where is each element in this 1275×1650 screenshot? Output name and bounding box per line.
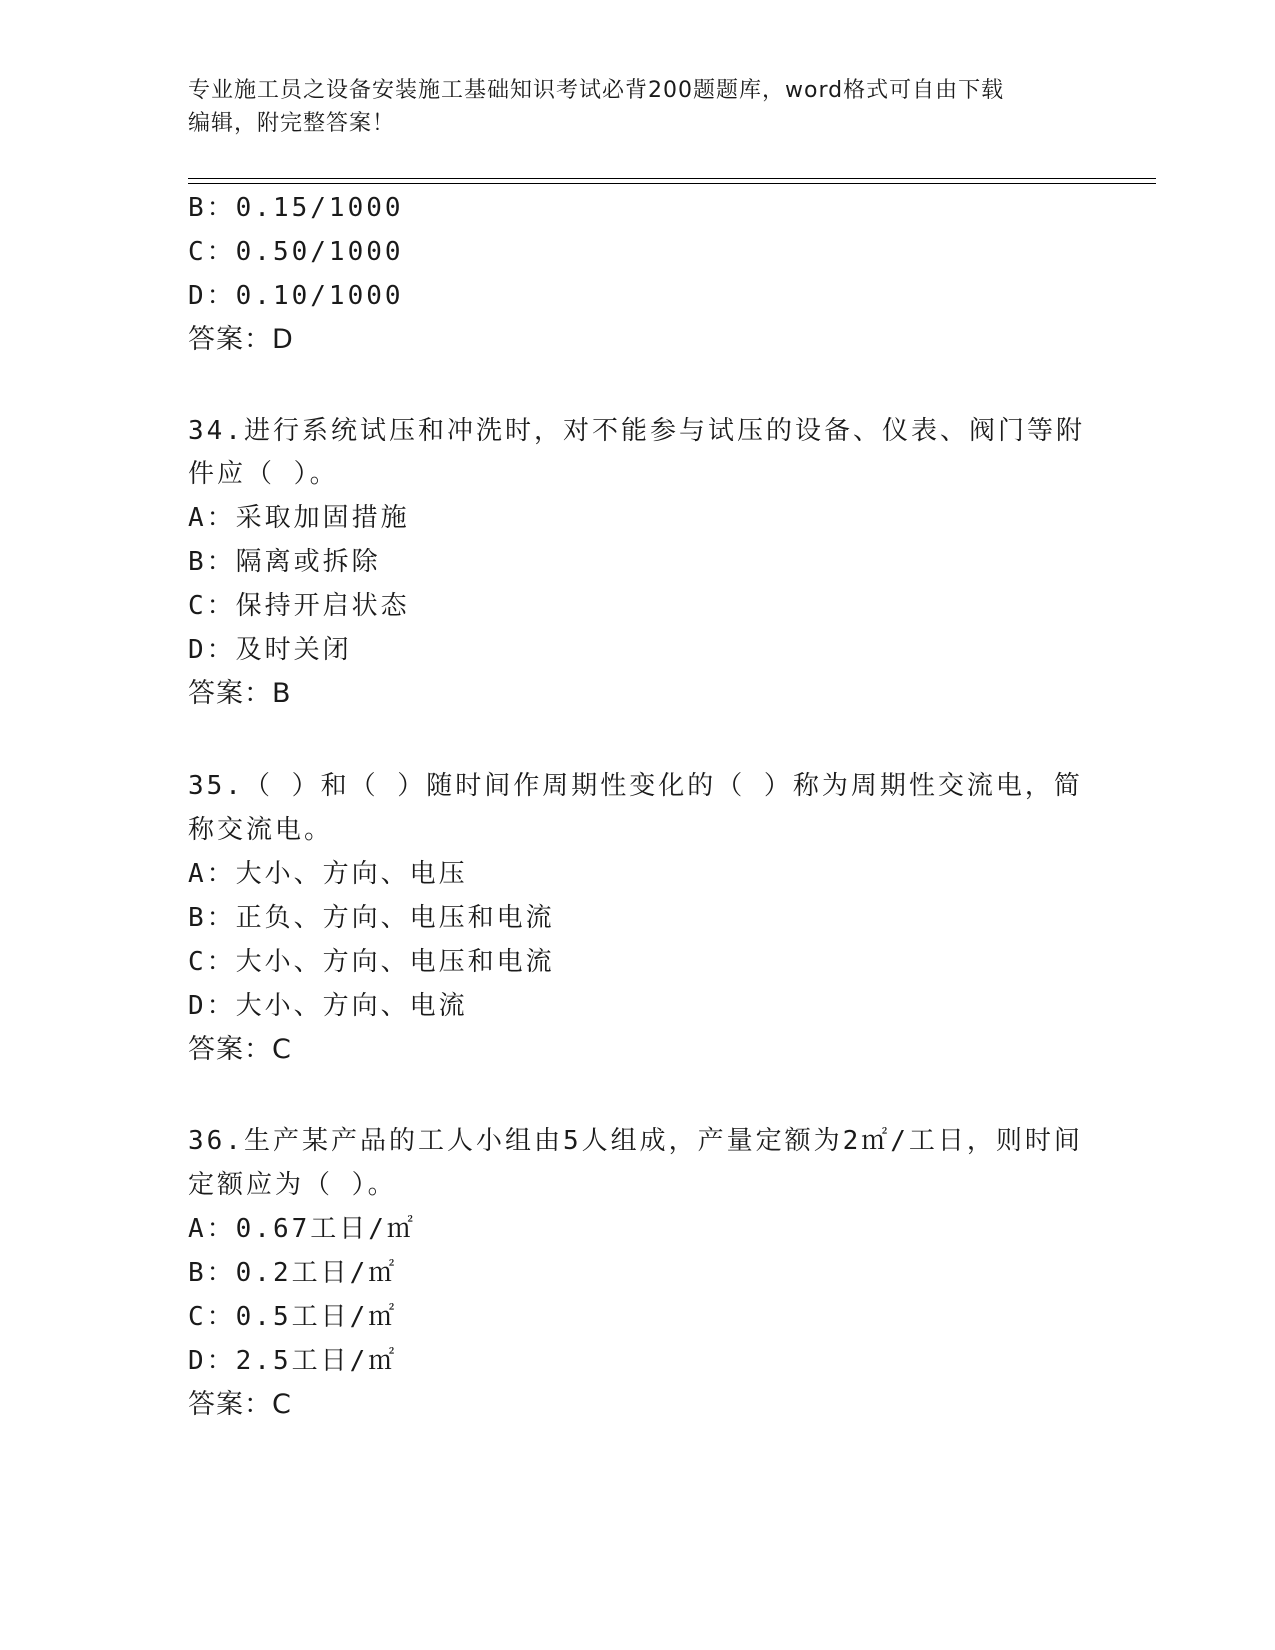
q34-stem-line-2: 件应（ ）。 bbox=[188, 459, 339, 489]
document-header bbox=[188, 74, 1088, 140]
q34-option-d: D：及时关闭 bbox=[188, 635, 352, 665]
q33-option-c: C：0.50/1000 bbox=[188, 237, 404, 267]
q33-option-d: D：0.10/1000 bbox=[188, 281, 404, 311]
q36-option-c: C：0.5工日/㎡ bbox=[188, 1302, 398, 1332]
q36-stem-line-1: 36.生产某产品的工人小组由5人组成，产量定额为2㎡/工日，则时间 bbox=[188, 1126, 1083, 1156]
q35-option-d: D：大小、方向、电流 bbox=[188, 991, 468, 1021]
q34-stem-line-1: 34.进行系统试压和冲洗时，对不能参与试压的设备、仪表、阀门等附 bbox=[188, 416, 1085, 446]
q35-option-b: B：正负、方向、电压和电流 bbox=[188, 903, 555, 933]
q34-option-b: B：隔离或拆除 bbox=[188, 547, 381, 577]
q33-option-b: B：0.15/1000 bbox=[188, 193, 404, 223]
q36-option-b: B：0.2工日/㎡ bbox=[188, 1258, 398, 1288]
header-divider-bottom bbox=[188, 183, 1156, 184]
q34-option-c: C：保持开启状态 bbox=[188, 591, 410, 621]
q35-option-a: A：大小、方向、电压 bbox=[188, 859, 468, 889]
q36-stem-line-2: 定额应为（ ）。 bbox=[188, 1170, 397, 1200]
q36-option-a: A：0.67工日/㎡ bbox=[188, 1214, 416, 1244]
q35-answer: 答案：C bbox=[188, 1034, 292, 1065]
q33-answer: 答案：D bbox=[188, 324, 294, 355]
header-divider-top bbox=[188, 178, 1156, 179]
q36-option-d: D：2.5工日/㎡ bbox=[188, 1346, 398, 1376]
header-line-1: 专业施工员之设备安装施工基础知识考试必背200题题库，word格式可自由下载 bbox=[188, 78, 1005, 103]
q34-option-a: A：采取加固措施 bbox=[188, 503, 410, 533]
q36-answer: 答案：C bbox=[188, 1389, 292, 1420]
header-line-2: 编辑，附完整答案！ bbox=[188, 111, 396, 136]
q35-option-c: C：大小、方向、电压和电流 bbox=[188, 947, 555, 977]
q34-answer: 答案：B bbox=[188, 678, 292, 709]
q35-stem-line-1: 35.（ ）和（ ）随时间作周期性变化的（ ）称为周期性交流电，简 bbox=[188, 771, 1083, 801]
q35-stem-line-2: 称交流电。 bbox=[188, 815, 334, 845]
